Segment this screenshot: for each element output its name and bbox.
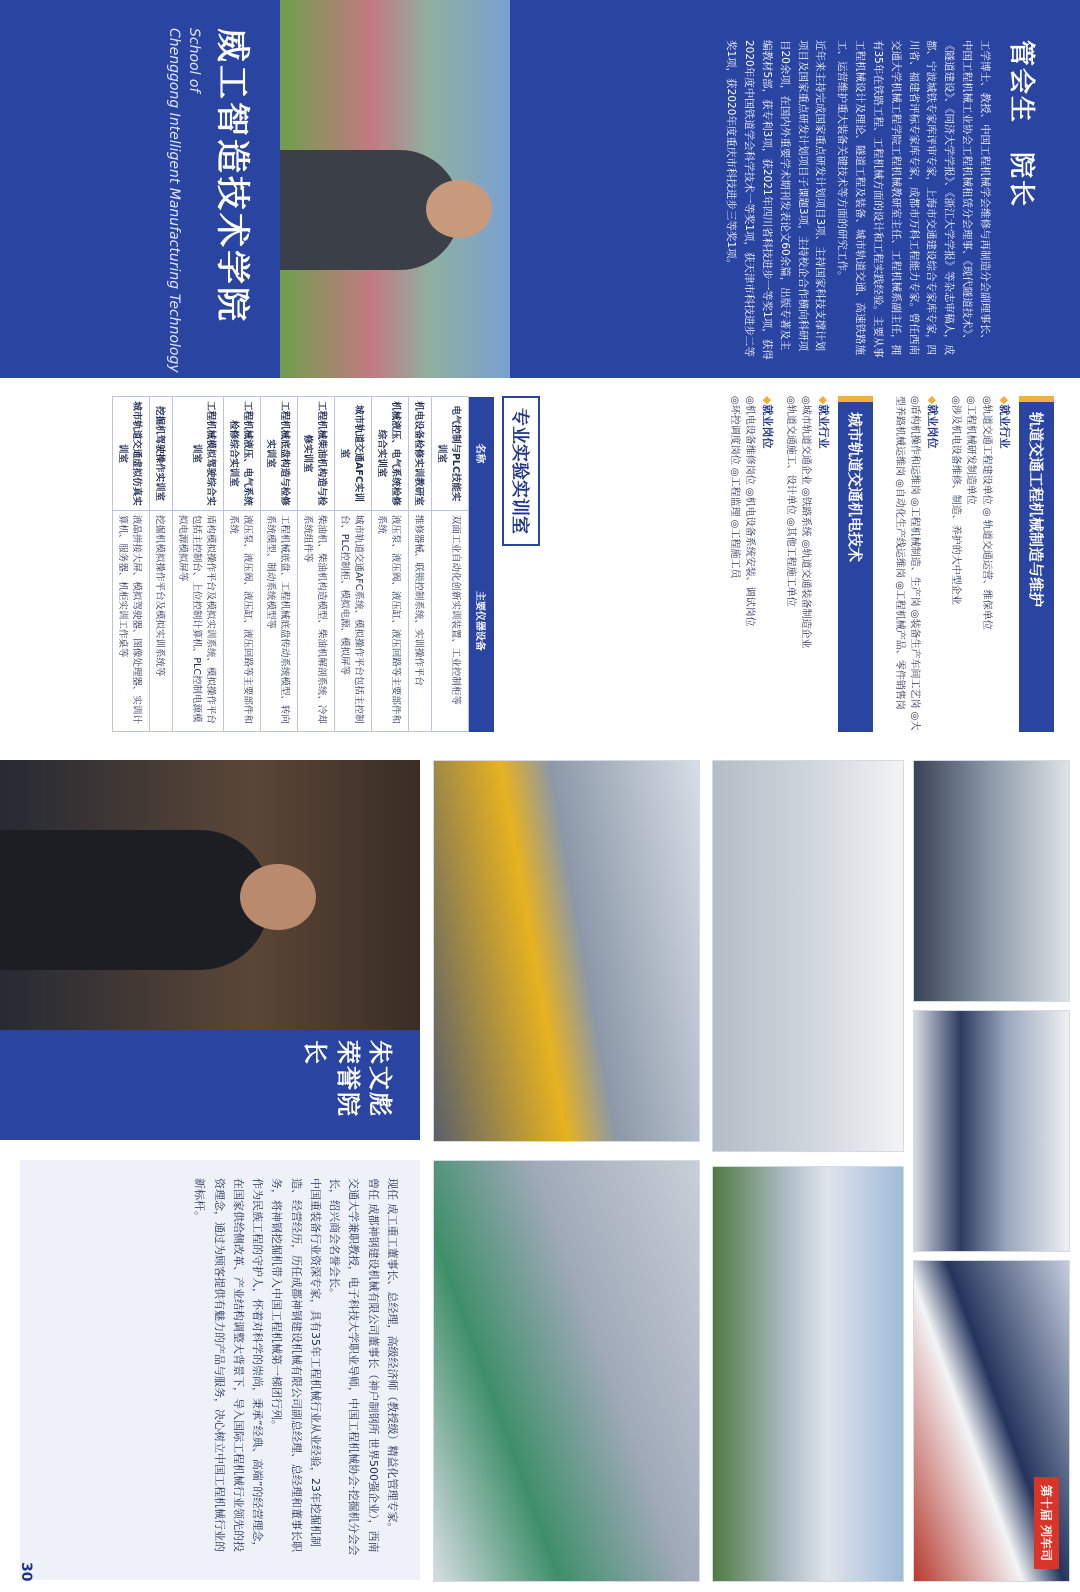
honorary-figure [0,830,270,970]
lab-name: 城市轨道交通AFC实训室 [335,397,372,511]
lab-equipment: 液晶拼接大屏、模拟驾驶器、图像处理器、实训计算机、服务器、机柜实训工作桌等 [113,510,150,731]
dean-photo-strip [280,0,510,378]
dean-name: 管会生 院长 [1006,40,1036,209]
table-row [173,397,224,732]
honorary-photo [0,760,420,1030]
honorary-bio-2: 曾任 成都神钢建设机械有限公司董事长（神户制钢所 世界500强企业），西南交通大学兼职教授，电子科技大学职业导师，中国工程机械协会·挖掘机分会会长，绍兴商会名誉会长。 [328,1178,380,1556]
robot-welding-photo [433,760,700,1142]
lab-name: 电气控制与PLC技能实训室 [432,397,469,511]
dean-bio-2: 中国工程机械工业协会工程机械租赁分会理事、《现代隧道技术》、《隧道建设》、《同济大学学报》、《浙江大学学报》等杂志审稿人，成都、宁波城铁专家库评审专家，上海市交通建设综合专家库专家，四川省、福建省评标专家库专家，成都市万科工程能力专家。曾任西南交通大学机械工程学院工程机械教研室主任、工程机械系副主任，拥有35年在铁路工程、工程机械方面的设计和工程实践经验。主要从事工程机械设计及理论、隧道工程及装备、城市轨道交通、高速铁路施工、运营维护重大装备关键技术等方面的研究工作。 [836,40,974,358]
table-row [113,397,150,732]
major-1-industry-line: ◎工程机械研发制造单位 [965,396,977,505]
dean-bio-3: 近年来主持完成国家重点研发计划项目3项、主持国家科技支撑计划项目及国家重点研发计划项目子课题3项，主持校企合作横向科研项目20余项，在国内外重要学术期刊发表论文60余篇，出版专著及主编教材5部，获专利3项，获2021年四川省科技进步一等奖1项，获得2020年度中国铁道学会科学技术一等奖1项，获天津市科技进步二等奖1项，获2020年度重庆市科技进步三等奖1项。 [725,40,827,360]
honorary-name-band [0,1030,420,1144]
table-row [432,397,469,732]
table-row [372,397,409,732]
school-title-en-2: Chenggong Intelligent Manufacturing Technology [166,28,182,373]
major-2-positions-label: ◆ 就业岗位 [761,396,777,732]
page-number-right: 30 [18,1562,34,1582]
major-1-industry-line: ◎轨道交通工程建设单位 ◎ 轨道交通运营、维保单位 [981,396,992,630]
honorary-head [240,864,316,930]
lab-table [112,396,494,732]
factory-line-photo [433,1160,700,1582]
school-title-cn: 威工智造技术学院 [212,28,252,324]
major-1-industry-label: ◆ 就业行业 [997,396,1013,732]
major-2 [727,396,874,732]
dean-head [426,180,492,238]
lab-section [20,396,540,732]
honorary-bio [20,1160,420,1580]
lab-heading: 专业实验实训室 [502,396,540,546]
lab-col-name: 名称 [469,397,495,511]
lab-name: 挖掘机驾驶操作实训室 [150,397,173,511]
classroom-photo [913,1010,1070,1252]
train-sign: 第十届 列车司 [1034,1477,1059,1569]
lab-table-header [469,397,495,732]
training-room-photo [913,760,1070,1002]
lab-name: 工程机械底盘构造与检修实训室 [261,397,298,511]
dean-photo [280,0,510,378]
lab-name: 工程机械柴油机构造与检修实训室 [298,397,335,511]
major-2-industry-line: ◎轨道交通施工、设计单位 ◎其他工程施工单位 [785,396,796,607]
school-title-en-1: School of [186,28,202,93]
dean-bio-block [721,40,1042,360]
major-2-industry-label: ◆ 就业行业 [817,396,833,732]
honorary-bio-1: 现任 成工重工董事长、总经理，高级经济师（教授级）精益化管理专家。 [386,1178,399,1534]
major-2-title: 城市轨道交通机电技术 [839,396,874,732]
lab-equipment: 维修器械、联锁控制系统、实训操作平台 [409,510,432,731]
control-hall-photo [712,760,904,1152]
major-2-positions-line: ◎环控调度岗位 ◎工程监理 ◎工程施工员 [729,396,740,579]
lab-equipment: 挖掘机模拟操作平台及模拟实训系统等 [150,510,173,731]
train-driving-photo [913,1260,1070,1582]
lab-name: 工程机械模拟驾驶综合实训室 [173,397,224,511]
major-1-positions-label: ◆ 就业岗位 [926,396,942,732]
honorary-bio-3: 中国重装备行业资深专家，具有35年工程机械行业从业经验，23年挖掘机制造、经营经历，历任成都神钢建设机械有限公司副总经理、总经理和董事长职务，将神钢挖掘机带入中国工程机械第一梯团行列。 [270,1178,322,1552]
table-row [409,397,432,732]
lab-equipment: 盾构模拟操作平台及模拟实训系统、模拟操作平台包括主控制台、上位控制计算机、PLC控制电源模拟电源模拟屏等 [173,510,224,731]
right-page [0,760,1080,1592]
lab-col-equipment: 主要仪器设备 [469,510,495,731]
lab-equipment: 液压泵、液压阀、液压缸、液压回路等主要部件和系统 [224,510,261,731]
table-row [261,397,298,732]
honorary-name: 朱文彪 荣誉院长 [301,1040,394,1144]
lab-name: 机电设备检修实训教研室 [409,397,432,511]
campus-aerial-photo [712,1166,904,1582]
lab-equipment: 工程机械底盘、工程机械底盘传动系统模型、转向系统模型、制动系统模型等 [261,510,298,731]
honorary-portrait [0,760,420,1144]
lab-equipment: 双面工业自动化创新实训装置、工业控制柜等 [432,510,469,731]
table-row [298,397,335,732]
lab-name: 工程机械液压、电气系统检修综合实训室 [224,397,261,511]
lab-equipment: 液压泵、液压阀、液压缸、液压回路等主要部件和系统 [372,510,409,731]
dean-bio-1: 工学博士、教授、中国工程机械学会维修与再制造分会副理事长、 [979,40,991,345]
major-1 [892,396,1055,732]
lab-equipment: 柴油机、柴油机构造模型、柴油机解剖系统、冷却系统组件等 [298,510,335,731]
lab-name: 城市轨道交通虚拟仿真实训室 [113,397,150,511]
majors-section [560,396,1060,732]
lab-name: 机械液压、电气系统检修综合实训室 [372,397,409,511]
table-row [150,397,173,732]
lab-equipment: 城市轨道交通AFC系统、模拟操作平台包括主控制台、PLC控制柜、模拟电源、模拟屏等 [335,510,372,731]
table-row [335,397,372,732]
honorary-bio-4: 作为民族工程的守护人，怀着对科学的崇尚，秉承“经典、高端”的经营理念，在国家供给侧改革、产业结构调整大背景下，导入国际工程机械行业领先的投资理念，通过为顾客提供有魅力的产品与服务，决心树立中国工程机械行业的新标杆。 [193,1178,265,1553]
major-2-positions-line: ◎机电设备维修岗位 ◎机电设备系统安装、调试岗位 [744,396,756,627]
major-1-title: 轨道交通工程机械制造与维护 [1019,396,1054,732]
major-2-industry-line: ◎城市轨道交通企业 ◎铁路系统 ◎轨道交通装备制造企业 [800,396,812,649]
major-1-positions-line: ◎盾构机操作和运维岗 ◎工程机械制造、生产岗 ◎装备生产车间工艺岗 ◎大型养路机械运维岗 ◎自动化生产线运维岗 ◎工程机械产品、零件销售岗 [894,396,921,731]
major-1-industry-line: ◎涉及机电设备维修、制造、养护的大中型企业 [950,396,961,605]
school-title-band [0,0,280,378]
table-row [224,397,261,732]
